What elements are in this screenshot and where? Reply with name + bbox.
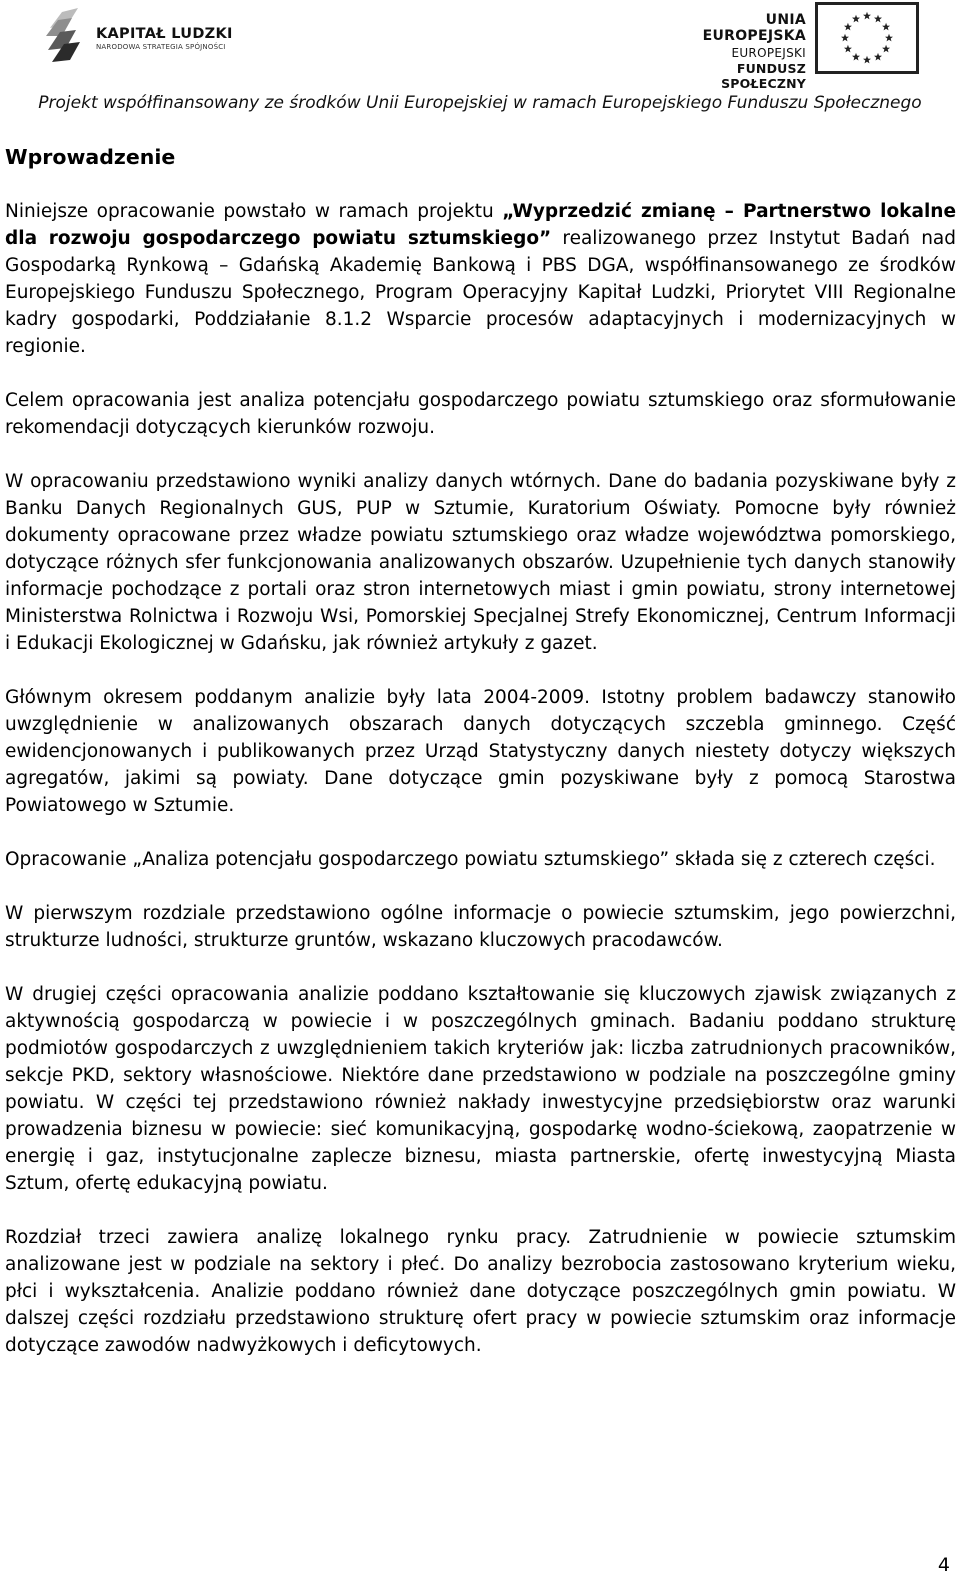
kapital-ludzki-subtitle: NARODOWA STRATEGIA SPÓJNOŚCI xyxy=(96,43,226,51)
paragraph-3: W opracowaniu przedstawiono wyniki analizy danych wtórnych. Dane do badania pozyskiwane były z Banku Danych Regionalnych GUS, PUP w Sztumie, Kuratorium Oświaty. Pomocne były również dokumenty opracowane przez władze powiatu sztumskiego oraz władze województwa pomorskiego, dotyczące różnych sfer funkcjonowania analizowanych obszarów. Uzupełnienie tych danych stanowiły informacje pochodzące z portali oraz stron internetowych miast i gmin powiatu, strony internetowej Ministerstwa Rolnictwa i Rozwoju Wsi, Pomorskiej Specjalnej Strefy Ekonomicznej, Centrum Informacji i Edukacji Ekologicznej w Gdańsku, jak również artykuły z gazet. xyxy=(5,471,956,654)
kapital-ludzki-logo-icon xyxy=(44,6,84,64)
paragraph-8: Rozdział trzeci zawiera analizę lokalnego rynku pracy. Zatrudnienie w powiecie sztumskim analizowane jest w podziale na sektory i płeć. Do analizy bezrobocia zastosowano kryterium wieku, płci i wykształcenia. Analizie poddano również dane dotyczące poszczególnych gmin powiatu. W dalszej części rozdziału przedstawiono strukturę ofert pracy w powiecie sztumskim oraz informacje dotyczące zawodów nadwyżkowych i deficytowych. xyxy=(5,1227,956,1356)
eu-flag-icon xyxy=(815,2,919,74)
page-number: 4 xyxy=(937,1554,950,1576)
eu-logo-line2: EUROPEJSKI xyxy=(731,46,806,60)
cofinancing-note: Projekt współfinansowany ze środków Unii Europejskiej w ramach Europejskiego Funduszu Społecznego xyxy=(38,93,922,113)
paragraph-4: Głównym okresem poddanym analizie były lata 2004-2009. Istotny problem badawczy stanowiło uwzględnienie w analizowanych obszarach danych dotyczących szczebla gminnego. Część ewidencjonowanych i publikowanych przez Urząd Statystyczny danych niestety dotyczy większych agregatów, jakimi są powiaty. Dane dotyczące gmin pozyskiwane były z pomocą Starostwa Powiatowego w Sztumie. xyxy=(5,687,956,816)
document-body xyxy=(5,140,956,1359)
eu-logo-line1: UNIA EUROPEJSKA xyxy=(702,12,806,44)
paragraph-7: W drugiej części opracowania analizie poddano kształtowanie się kluczowych zjawisk związanych z aktywnością gospodarczą w powiecie i w poszczególnych gminach. Badaniu poddano strukturę podmiotów gospodarczych z uwzględnieniem takich kryteriów jak: liczba zatrudnionych pracowników, sekcje PKD, sektory własnościowe. Niektóre dane przedstawiono w podziale na poszczególne gminy powiatu. W części tej przedstawiono również nakłady inwestycyjne przedsiębiorstw oraz warunki prowadzenia biznesu w powiecie: sieć komunikacyjną, gospodarkę wodno-ściekową, zaopatrzenie w energię i gaz, instytucjonalne zaplecze biznesu, miasta partnerskie, ofertę inwestycyjną Miasta Sztum, ofertę edukacyjną powiatu. xyxy=(5,984,956,1194)
eu-logo-line3: FUNDUSZ SPOŁECZNY xyxy=(721,61,806,91)
paragraph-2: Celem opracowania jest analiza potencjału gospodarczego powiatu sztumskiego oraz sformułowanie rekomendacji dotyczących kierunków rozwoju. xyxy=(5,390,956,438)
project-title: „Wyprzedzić zmianę – Partnerstwo lokalne dla rozwoju gospodarczego powiatu sztumskiego” xyxy=(5,201,957,249)
paragraph-5: Opracowanie „Analiza potencjału gospodarczego powiatu sztumskiego” składa się z czterech części. xyxy=(5,849,936,870)
kapital-ludzki-title: KAPITAŁ LUDZKI xyxy=(96,26,233,42)
paragraph-6: W pierwszym rozdziale przedstawiono ogólne informacje o powiecie sztumskim, jego powierzchni, strukturze ludności, strukturze gruntów, wskazano kluczowych pracodawców. xyxy=(5,903,956,951)
eu-logo xyxy=(666,2,924,91)
paragraph-1 xyxy=(5,198,956,360)
paragraph-1-part-b: realizowanego przez Instytut Badań nad Gospodarką Rynkową – Gdańską Akademię Bankową i PBS DGA, współfinansowanego ze środków Europejskiego Funduszu Społecznego, Program Operacyjny Kapitał Ludzki, Priorytet VIII Regionalne kadry gospodarki, Poddziałanie 8.1.2 Wsparcie procesów adaptacyjnych i modernizacyjnych w regionie. xyxy=(5,228,956,357)
section-heading: Wprowadzenie xyxy=(5,145,176,169)
page-header xyxy=(0,0,960,120)
kapital-ludzki-logo xyxy=(44,6,244,66)
paragraph-1-part-a: Niniejsze opracowanie powstało w ramach projektu xyxy=(5,201,503,222)
